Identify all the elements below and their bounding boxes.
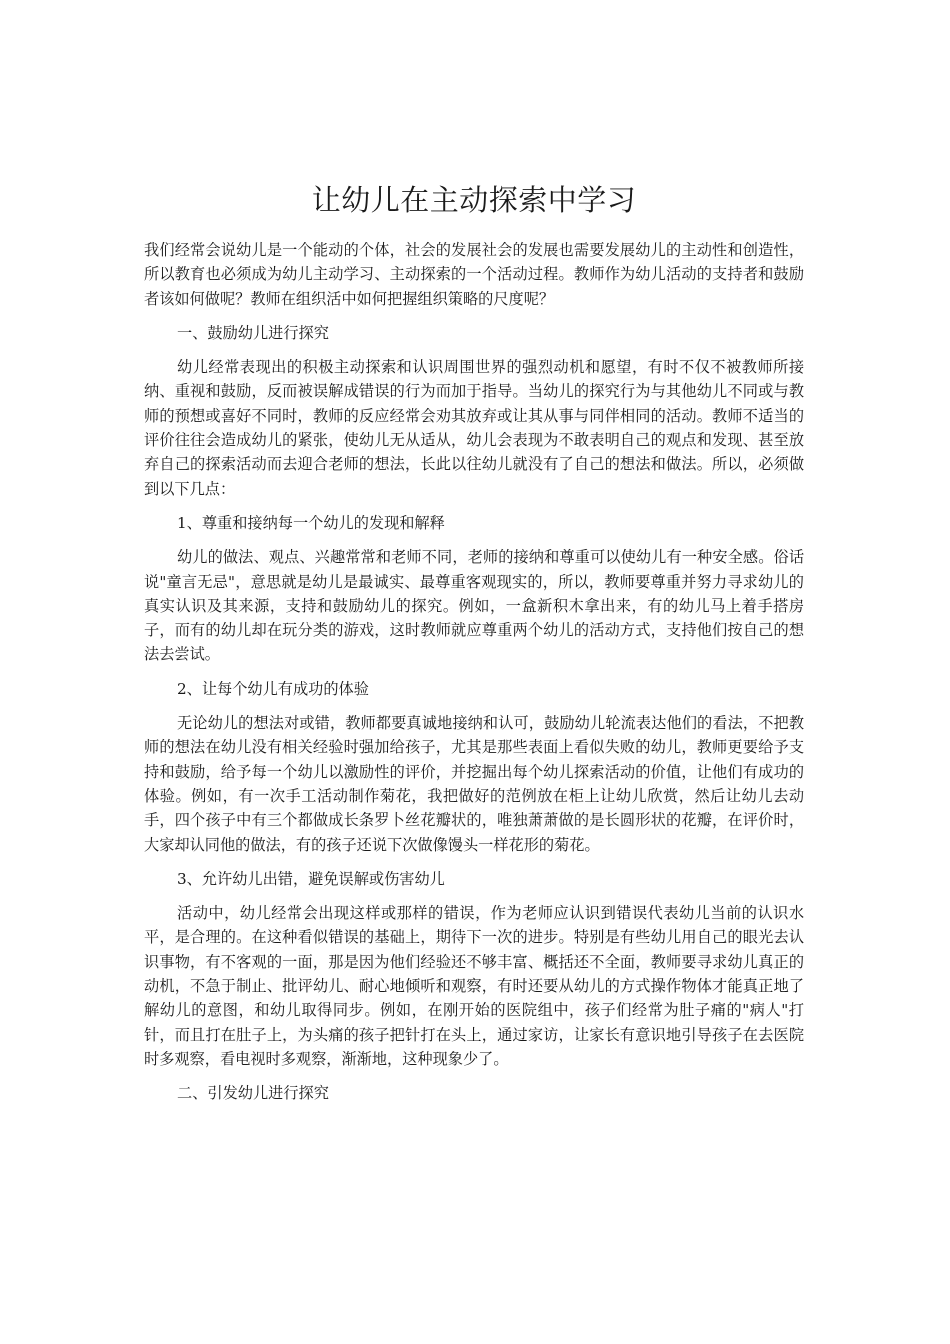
point-1-paragraph: 幼儿的做法、观点、兴趣常常和老师不同，老师的接纳和尊重可以使幼儿有一种安全感。俗话说"童言无忌"，意思就是幼儿是最诚实、最尊重客观现实的，所以，教师要尊重并努力寻求幼儿的真实认识及其来源，支持和鼓励幼儿的探究。例如，一盒新积木拿出来，有的幼儿马上着手搭房子，而有的幼儿却在玩分类的游戏，这时教师就应尊重两个幼儿的活动方式，支持他们按自己的想法去尝试。 xyxy=(144,548,804,664)
intro-paragraph: 我们经常会说幼儿是一个能动的个体，社会的发展社会的发展也需要发展幼儿的主动性和创造性，所以教育也必须成为幼儿主动学习、主动探索的一个活动过程。教师作为幼儿活动的支持者和鼓励者该如何做呢？教师在组织活中如何把握组织策略的尺度呢？ xyxy=(144,241,804,308)
section-2-heading: 二、引发幼儿进行探究 xyxy=(177,1084,329,1103)
point-2-paragraph: 无论幼儿的想法对或错，教师都要真诚地接纳和认可，鼓励幼儿轮流表达他们的看法，不把教师的想法在幼儿没有相关经验时强加给孩子，尤其是那些表面上看似失败的幼儿，教师更要给予支持和鼓励，给予每一个幼儿以激励性的评价，并挖掘出每个幼儿探索活动的价值，让他们有成功的体验。例如，有一次手工活动制作菊花，我把做好的范例放在柜上让幼儿欣赏，然后让幼儿去动手，四个孩子中有三个都做成长条罗卜丝花瓣状的，唯独萧萧做的是长圆形状的花瓣，在评价时，大家却认同他的做法，有的孩子还说下次做像馒头一样花形的菊花。 xyxy=(144,714,804,854)
section-1-paragraph: 幼儿经常表现出的积极主动探索和认识周围世界的强烈动机和愿望，有时不仅不被教师所接纳、重视和鼓励，反而被误解成错误的行为而加于指导。当幼儿的探究行为与其他幼儿不同或与教师的预想或喜好不同时，教师的反应经常会劝其放弃或让其从事与同伴相同的活动。教师不适当的评价往往会造成幼儿的紧张，使幼儿无从适从，幼儿会表现为不敢表明自己的观点和发现、甚至放弃自己的探索活动而去迎合老师的想法，长此以往幼儿就没有了自己的想法和做法。所以，必须做到以下几点： xyxy=(144,358,804,498)
section-1-heading: 一、鼓励幼儿进行探究 xyxy=(177,323,329,342)
point-3-paragraph: 活动中，幼儿经常会出现这样或那样的错误，作为老师应认识到错误代表幼儿当前的认识水平，是合理的。在这种看似错误的基础上，期待下一次的进步。特别是有些幼儿用自己的眼光去认识事物，有不客观的一面，那是因为他们经验还不够丰富、概括还不全面，教师要寻求幼儿真正的动机，不急于制止、批评幼儿、耐心地倾听和观察，有时还要从幼儿的方式操作物体才能真正地了解幼儿的意图，和幼儿取得同步。例如，在刚开始的医院组中，孩子们经常为肚子痛的"病人"打针，而且打在肚子上，为头痛的孩子把针打在头上，通过家访，让家长有意识地引导孩子在去医院时多观察，看电视时多观察，渐渐地，这种现象少了。 xyxy=(144,904,804,1068)
point-3-heading: 3、允许幼儿出错，避免误解或伤害幼儿 xyxy=(177,869,445,888)
point-1-heading: 1、尊重和接纳每一个幼儿的发现和解释 xyxy=(177,513,445,532)
point-2-heading: 2、让每个幼儿有成功的体验 xyxy=(177,679,369,698)
document-page xyxy=(144,180,804,1116)
document-title: 让幼儿在主动探索中学习 xyxy=(311,183,637,217)
